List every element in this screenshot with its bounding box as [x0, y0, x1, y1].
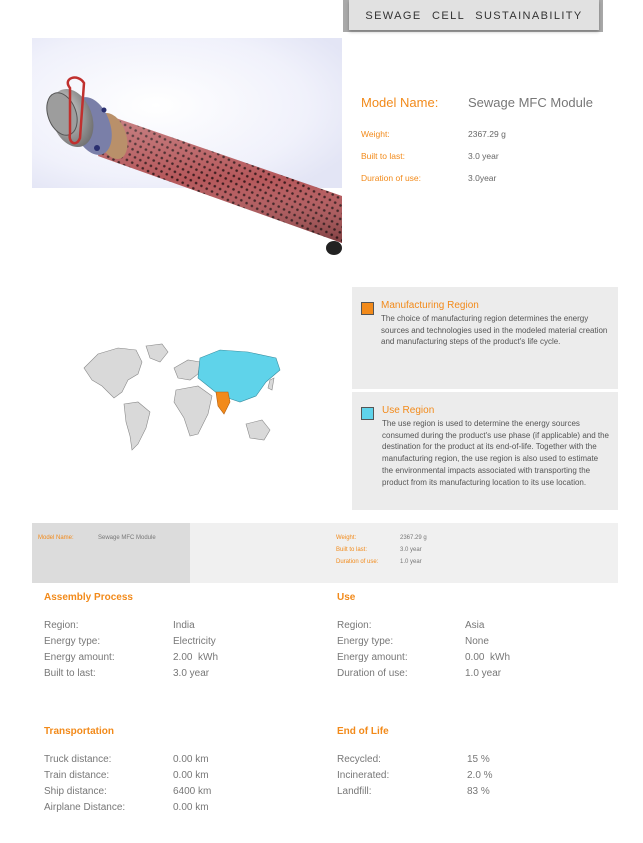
report-banner: [343, 0, 603, 32]
model-name-value: Sewage MFC Module: [468, 95, 593, 110]
south-america-shape: [124, 402, 150, 450]
use-region-value: Asia: [465, 620, 485, 631]
assembly-title: Assembly Process: [44, 592, 133, 603]
weight-value: 2367.29 g: [468, 129, 506, 139]
use-region-title: Use Region: [382, 405, 435, 416]
assembly-energy-amount-label: Energy amount:: [44, 652, 115, 663]
india-region-shape: [216, 392, 230, 414]
train-distance-label: Train distance:: [44, 770, 110, 781]
assembly-energy-type-label: Energy type:: [44, 636, 101, 647]
airplane-distance-value: 0.00 km: [173, 802, 209, 813]
use-duration-value: 1.0 year: [465, 668, 502, 679]
assembly-energy-amount-value: 2.00 kWh: [173, 652, 219, 663]
summary-duration-label: Duration of use:: [336, 559, 379, 565]
end-of-life-title: End of Life: [337, 726, 389, 737]
north-america-shape: [84, 348, 142, 398]
summary-weight-label: Weight:: [336, 535, 357, 541]
greenland-shape: [146, 344, 168, 362]
use-energy-type-label: Energy type:: [337, 636, 394, 647]
ship-distance-value: 6400 km: [173, 786, 212, 797]
incinerated-label: Incinerated:: [337, 770, 390, 781]
assembly-region-value: India: [173, 620, 195, 631]
asia-region-shape: [198, 350, 280, 402]
duration-of-use-value: 3.0year: [468, 173, 497, 183]
world-map: [80, 340, 285, 456]
assembly-energy-type-value: Electricity: [173, 636, 216, 647]
landfill-label: Landfill:: [337, 786, 372, 797]
manufacturing-region-text: The choice of manufacturing region determines the energy sources and technologies used in the modeled material creation and manufacturing steps of the product's life cycle.: [381, 314, 608, 347]
use-energy-amount-value: 0.00 kWh: [465, 652, 511, 663]
use-duration-label: Duration of use:: [337, 668, 408, 679]
truck-distance-label: Truck distance:: [44, 754, 112, 765]
duration-of-use-label: Duration of use:: [361, 173, 422, 183]
ship-distance-label: Ship distance:: [44, 786, 107, 797]
recycled-value: 15 %: [467, 754, 490, 765]
australia-shape: [246, 420, 270, 440]
summary-weight-value: 2367.29 g: [400, 535, 427, 541]
use-region-swatch: [361, 407, 374, 420]
landfill-value: 83 %: [467, 786, 490, 797]
incinerated-value: 2.0 %: [467, 770, 493, 781]
summary-name-label: Model Name:: [38, 535, 74, 541]
use-energy-type-value: None: [465, 636, 489, 647]
built-to-last-label: Built to last:: [361, 151, 405, 161]
use-energy-amount-label: Energy amount:: [337, 652, 408, 663]
assembly-built-label: Built to last:: [44, 668, 96, 679]
manufacturing-region-title: Manufacturing Region: [381, 300, 479, 311]
use-title: Use: [337, 592, 356, 603]
recycled-label: Recycled:: [337, 754, 381, 765]
manufacturing-region-swatch: [361, 302, 374, 315]
summary-name-value: Sewage MFC Module: [98, 535, 156, 541]
transportation-title: Transportation: [44, 726, 115, 737]
weight-label: Weight:: [361, 129, 390, 139]
summary-built-value: 3.0 year: [400, 547, 422, 553]
europe-shape: [174, 360, 200, 380]
use-region-label: Region:: [337, 620, 372, 631]
assembly-region-label: Region:: [44, 620, 79, 631]
africa-shape: [174, 386, 212, 436]
summary-built-label: Built to last:: [336, 547, 368, 553]
built-to-last-value: 3.0 year: [468, 151, 499, 161]
report-title: SEWAGE CELL SUSTAINABILITY: [365, 10, 583, 22]
use-region-text: The use region is used to determine the energy sources consumed during the product's use phase (if applicable) and the destination for the product at its end-of-life. Together with the manufacturing region, the use region is also used to estimate the environmental impacts associated with transporting the product from its manufacturing location to its use location.: [382, 419, 610, 487]
assembly-built-value: 3.0 year: [173, 668, 210, 679]
train-distance-value: 0.00 km: [173, 770, 209, 781]
truck-distance-value: 0.00 km: [173, 754, 209, 765]
summary-duration-value: 1.0 year: [400, 559, 422, 565]
model-name-label: Model Name:: [361, 95, 439, 110]
product-image: [32, 38, 342, 270]
summary-band-left: [32, 523, 190, 583]
airplane-distance-label: Airplane Distance:: [44, 802, 126, 813]
